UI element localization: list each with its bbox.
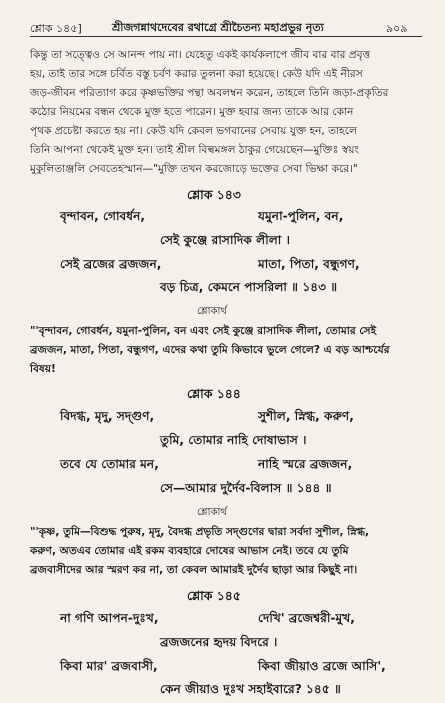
verse-line: সুশীল, স্নিগ্ধ, করুণ, <box>258 409 354 423</box>
verse-line: কিবা জীয়াও ব্রজে আসি', <box>258 659 386 673</box>
verse-line: কেন জীয়াও দুঃখ সহাইবারে? ১৪৫ ॥ <box>160 682 341 696</box>
header-chapter-title: শ্রীজগন্নাথদেবের রথাগ্রে শ্রীচৈতন্য মহাপ্রভুর নৃত্য <box>112 21 324 34</box>
header-page-number: ৯০৯ <box>386 22 408 35</box>
header-rule <box>30 36 422 37</box>
verse-heading: শ্লোক ১৪৪ <box>187 386 241 401</box>
translation-heading: শ্লোকার্থ <box>197 507 227 518</box>
translation-line: করুণ, অতএব তোমার এই রকম ব্যবহারে দোষের আভাস নেই। তবে যে তুমি <box>30 545 349 557</box>
verse-line: সেই কুঞ্জে রাসাদিক লীলা । <box>160 233 290 247</box>
prose-line: কঠোর নিয়মের বন্ধন থেকে মুক্ত হতে পারেন। মুক্ত হবার জন্য তাকে আর কোন <box>30 106 354 118</box>
verse-heading: শ্লোক ১৪৫ <box>187 588 241 603</box>
translation-line: "'বৃন্দাবন, গোবর্ধন, যমুনা-পুলিন, বন এবং সেই কুঞ্জে রাসাদিক লীলা, তোমার সেই <box>30 325 377 337</box>
verse-line: তুমি, তোমার নাহি দোষাভাস । <box>160 433 307 447</box>
verse-line: দেখি' ব্রজেশ্বরী-মুখ, <box>258 611 355 625</box>
verse-line: কিবা মার' ব্রজবাসী, <box>60 659 158 673</box>
header-verse-ref: শ্লোক ১৪৫] <box>30 22 82 35</box>
translation-line: ব্রজবাসীদের আর স্মরণ কর না, তা কেবল আমারই দুর্দৈব ছাড়া আর কিছুই না। <box>30 564 358 576</box>
verse-line: বড় চিত্র, কেমনে পাসরিলা ॥ ১৪৩ ॥ <box>160 280 338 294</box>
translation-line: ব্রজজন, মাতা, পিতা, বন্ধুগণ, এদের কথা তুমি কিভাবে ভুলে গেলে? এ বড় আশ্চর্যের <box>30 344 390 356</box>
verse-line: সেই ব্রজের ব্রজজন, <box>60 257 162 271</box>
translation-heading: শ্লোকার্থ <box>197 306 227 317</box>
prose-line: তিনি আপনা থেকেই মুক্ত হন। তাই শ্রীল বিল্বমঙ্গল ঠাকুর গেয়েছেন—মুক্তিঃ স্বয়ং <box>30 144 359 156</box>
prose-line: পৃথক প্রচেষ্টা করতে হয় না। কেউ যদি কেবল ভগবানের সেবায় যুক্ত হন, তাহলে <box>30 125 357 137</box>
prose-line: হয়, তাই তার সঙ্গে চর্বিত বস্তু চর্বণ করার তুলনা করা হয়েছে। কেউ যদি এই নীরস <box>30 68 363 80</box>
prose-line: জড়-জীবন পরিত্যাগ করে কৃষ্ণভক্তির পন্থা অবলম্বন করেন, তাহলে তিনি জড়া-প্রকৃতির <box>30 87 389 99</box>
verse-line: যমুনা-পুলিন, বন, <box>258 209 344 223</box>
translation-line: "'কৃষ্ণ, তুমি—বিশুদ্ধ পুরুষ, মৃদু, বৈদগ্ধ প্রভৃতি সদ্‌গুণের দ্বারা সর্বদা সুশীল, স্নিগ্ধ, <box>30 526 370 538</box>
verse-line: না গণি আপন-দুঃখ, <box>60 611 159 625</box>
verse-heading: শ্লোক ১৪৩ <box>187 187 241 202</box>
translation-line: বিষয়! <box>30 363 56 375</box>
verse-line: মাতা, পিতা, বন্ধুগণ, <box>258 257 360 271</box>
verse-line: সে—আমার দুর্দৈব-বিলাস ॥ ১৪৪ ॥ <box>160 481 332 495</box>
verse-line: নাহি স্মরে ব্রজজন, <box>258 457 353 471</box>
verse-line: বৃন্দাবন, গোবর্ধন, <box>60 209 146 223</box>
prose-line: মুকুলিতাঞ্জলি সেবতেহস্মান—"মুক্তি তখন করজোড়ে ভক্তের সেবা ভিক্ষা করে।" <box>30 163 358 175</box>
verse-line: ব্রজজনের হৃদয় বিদরে । <box>160 635 278 649</box>
verse-line: তবে যে তোমার মন, <box>60 457 159 471</box>
verse-line: বিদগ্ধ, মৃদু, সদ্‌গুণ, <box>60 409 155 423</box>
prose-line: কিন্তু তা সত্ত্বেও সে আনন্দ পায় না। যেহেতু একই কার্যকলাপে জীব বার বার প্রবৃত্ত <box>30 49 371 61</box>
